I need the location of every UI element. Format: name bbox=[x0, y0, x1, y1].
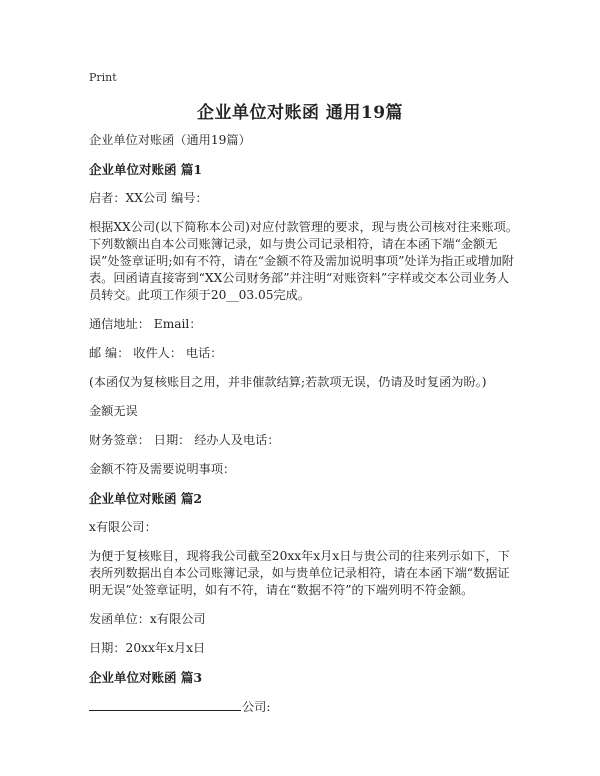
document-title: 企业单位对账函 通用19篇 bbox=[196, 103, 404, 123]
paragraph: 通信地址： Email： bbox=[89, 317, 202, 331]
paragraph: (本函仅为复核账目之用，并非催款结算;若款项无误，仍请及时复函为盼。) bbox=[89, 375, 487, 389]
paragraph: 启者：XX公司 编号： bbox=[89, 191, 208, 205]
section-heading-1: 企业单位对账函 篇1 bbox=[89, 162, 203, 177]
subtitle: 企业单位对账函（通用19篇） bbox=[89, 133, 251, 147]
section-heading-3: 企业单位对账函 篇3 bbox=[89, 670, 203, 685]
blank-line bbox=[89, 698, 241, 711]
document-body bbox=[89, 132, 519, 728]
paragraph: 财务签章： 日期： 经办人及电话： bbox=[89, 433, 280, 447]
section-heading-2: 企业单位对账函 篇2 bbox=[89, 491, 203, 506]
paragraph: 根据XX公司(以下简称本公司)对应付款管理的要求，现与贵公司核对往来账项。下列数额出自本公司账簿记录，如与贵公司记录相符，请在本函下端“金额无误”处签章证明;如有不符，请在“金额不符及需加说明事项”处详为指正或增加附表。回函请直接寄到“XX公司财务部”并注明“对账资料”字样或交本公司业务人员转交。此项工作须于20__03.05完成。 bbox=[89, 220, 519, 302]
paragraph: x有限公司： bbox=[89, 520, 157, 534]
paragraph: 为便于复核账目，现将我公司截至20xx年x月x日与贵公司的往来列示如下，下表所列数据出自本公司账簿记录，如与贵单位记录相符，请在本函下端“数据证明无误”处签章证明，如有不符，请在“数据不符”的下端列明不符金额。 bbox=[89, 549, 510, 597]
paragraph: 邮 编： 收件人： 电话： bbox=[89, 346, 223, 360]
print-link[interactable]: Print bbox=[89, 71, 117, 84]
paragraph: 金额无误 bbox=[89, 404, 138, 418]
paragraph: 发函单位：x有限公司 bbox=[89, 612, 206, 626]
paragraph-text: 公司: bbox=[242, 700, 271, 714]
paragraph: 日期：20xx年x月x日 bbox=[89, 641, 206, 655]
paragraph-with-blank bbox=[89, 698, 519, 716]
paragraph: 金额不符及需要说明事项： bbox=[89, 462, 236, 476]
